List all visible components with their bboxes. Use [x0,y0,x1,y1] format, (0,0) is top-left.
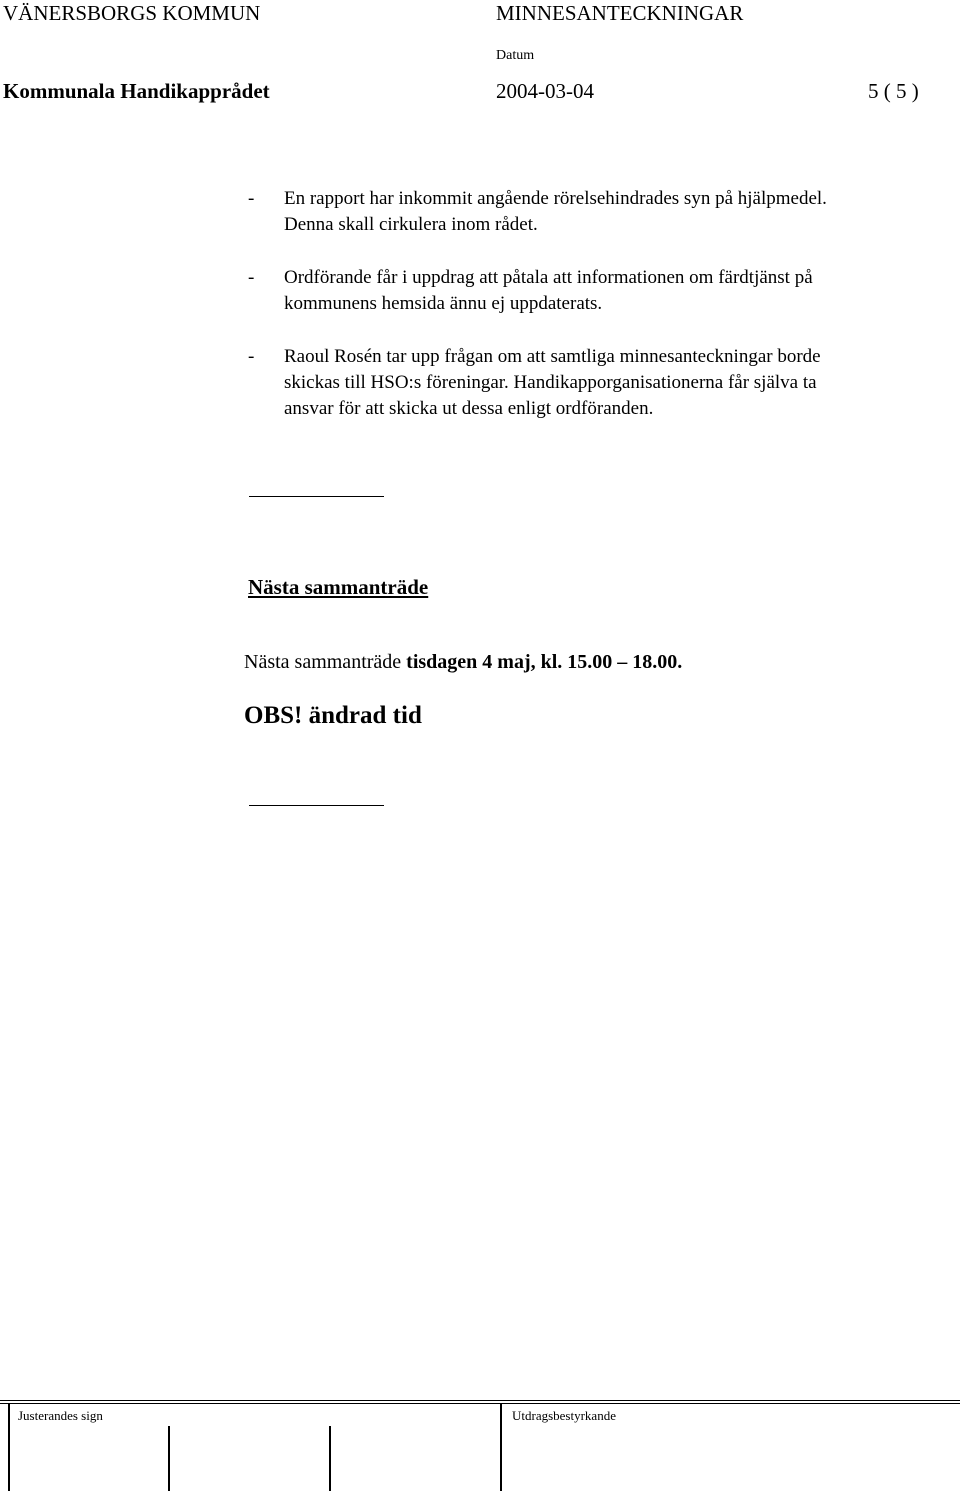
notice-rest: ändrad tid [302,702,422,729]
bullet-line: Denna skall cirkulera inom rådet. [284,214,538,235]
signature-box-border [329,1426,331,1491]
bullet-line: skickas till HSO:s föreningar. Handikapporganisationerna får själva ta [284,372,817,393]
bullet-line: kommunens hemsida ännu ej uppdaterats. [284,293,603,314]
bullet-line: En rapport har inkommit angående rörelsehindrades syn på hjälpmedel. [284,188,827,209]
bullet-line: Raoul Rosén tar upp frågan om att samtliga minnesanteckningar borde [284,346,821,367]
bullet-text [284,265,944,317]
bullet-text [284,344,944,422]
bullet-line: ansvar för att skicka ut dessa enligt ordföranden. [284,398,654,419]
footer-rule [0,1403,960,1404]
signature-box-border [500,1403,502,1491]
date-label: Datum [496,48,535,63]
document-date: 2004-03-04 [496,79,594,103]
bullet-marker: - [248,188,255,209]
separator-line [249,805,384,806]
notice-obs: OBS! [244,702,303,729]
signature-label: Justerandes sign [18,1408,103,1423]
section-heading: Nästa sammanträde [248,575,429,599]
next-meeting-prefix: Nästa sammanträde [244,651,407,673]
signature-box-border [8,1403,10,1491]
bullet-marker: - [248,267,255,288]
bullet-marker: - [248,346,255,367]
page-number: 5 ( 5 ) [868,79,919,103]
document-type: MINNESANTECKNINGAR [496,1,744,25]
organization-name: VÄNERSBORGS KOMMUN [3,1,261,25]
time-change-notice [244,701,422,731]
bullet-text [284,186,944,238]
attestation-label: Utdragsbestyrkande [512,1408,616,1423]
footer-rule [0,1400,960,1401]
signature-box-border [168,1426,170,1491]
next-meeting-date: tisdagen 4 maj, kl. 15.00 – 18.00. [406,651,683,673]
board-name: Kommunala Handikapprådet [3,79,270,103]
next-meeting-text [244,649,682,675]
separator-line [249,496,384,497]
bullet-line: Ordförande får i uppdrag att påtala att informationen om färdtjänst på [284,267,813,288]
